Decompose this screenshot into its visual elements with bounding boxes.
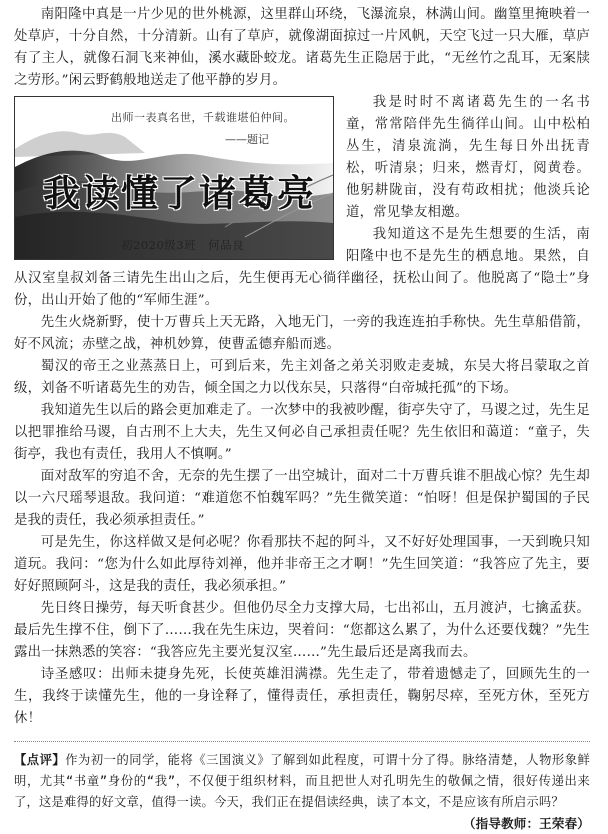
paragraph-3: 我知道这不是先生想要的生活，南阳隆中也不是先生的栖息地。果然，自从汉室皇叔刘备三请先生出山之后，先生便再无心徜徉幽径，抚松山间了。他脱离了“隐士”身份，出山开始了他的“军师生涯”。: [14, 227, 590, 308]
paragraph-10: 诗圣感叹：出师未捷身先死，长使英雄泪满襟。先生走了，带着遗憾走了，回顾先生的一生，我终于读懂先生，他的一身诠释了，懂得责任，承担责任，鞠躬尽瘁，至死方休，至死方休！: [14, 667, 590, 726]
paragraph-7: 面对敌军的穷追不舍，无奈的先生摆了一出空城计，面对二十万曹兵谁不胆战心惊？先生却以一六尺瑶琴退敌。我问道：“难道您不怕魏军吗？”先生微笑道：“怕呀！但是保护蜀国的子民是我的责任，我必须承担责任。”: [14, 469, 590, 528]
article-title: 我读懂了诸葛亮: [43, 172, 316, 215]
teacher-comment: [14, 750, 590, 831]
comment-text: 作为初一的同学，能将《三国演义》了解到如此程度，可谓十分了得。脉络清楚，人物形象鲜明，尤其“书童”身份的“我”，不仅便于组织材料，而且把世人对孔明先生的敬佩之情，很好传递出来了，这是难得的好文章，值得一读。今天，我们正在提倡读经典，读了本文，不是应该有所启示吗？: [14, 753, 590, 809]
paragraph-9: 先日终日操劳，每天听食甚少。但他仍尽全力支撑大局，七出祁山，五月渡泸，七擒孟获。最后先生撑不住，倒下了……我在先生床边，哭着问：“您都这么累了，为什么还要伐魏？”先生露出一抹熟悉的笑容：“我答应先主要光复汉室……”先生最后还是离我而去。: [14, 601, 590, 660]
paragraph-4: 先生火烧新野，使十万曹兵上天无路，入地无门，一旁的我连连拍手称快。先生草船借箭，好不风流；赤壁之战，神机妙算，使曹孟德弃船而逃。: [14, 315, 590, 352]
author-byline: 初2020级3班 何品良: [121, 238, 245, 252]
paragraph-6: 我知道先生以后的路会更加难走了。一次梦中的我被吵醒，街亭失守了，马谡之过，先生足以把罪推给马谡，自古刑不上大夫，先生又何必自己承担责任呢？先生依旧和蔼道：“童子，失街亭，我也有责任，我用人不慎啊。”: [14, 403, 590, 462]
paragraph-1: 南阳隆中真是一片少见的世外桃源，这里群山环绕，飞瀑流泉，林满山间。幽篁里掩映着一处草庐，十分自然，十分清新。山有了草庐，就像湖面掠过一片风帆，天空飞过一只大雁，草庐有了主人，就像石洞飞来神仙，溪水藏卧蛟龙。诸葛先生正隐居于此，“无丝竹之乱耳，无案牍之劳形。”闲云野鹤般地送走了他平静的岁月。: [14, 7, 590, 88]
epigraph-source: ——题记: [225, 133, 269, 146]
epigraph-quote: 出师一表真名世，千载谁堪伯仲间。: [111, 111, 295, 124]
divider: [14, 741, 590, 742]
paragraph-2: 我是时时不离诸葛先生的一名书童，常常陪伴先生徜徉山间。山中松柏丛生，清泉流淌，先生每日外出抚青松，听清泉；归来，燃青灯，阅黄卷。他躬耕陇亩，没有苟政相扰；他淡兵论道，常见挚友相邀。: [346, 95, 590, 220]
comment-label: 【点评】: [14, 753, 66, 767]
title-illustration: [14, 96, 336, 262]
title-box: [14, 96, 334, 260]
paragraph-8: 可是先生，你这样做又是何必呢？你看那扶不起的阿斗，又不好好处理国事，一天到晚只知道玩。我问：“您为什么如此厚待刘禅，他并非帝王之才啊！”先生回笑道：“我答应了先主，要好好照顾阿斗，这是我的责任，我必须承担。”: [14, 535, 590, 594]
paragraph-5: 蜀汉的帝王之业蒸蒸日上，可到后来，先主刘备之弟关羽败走麦城，东吴大将吕蒙取之首级，刘备不听诸葛先生的劝告，倾全国之力以伐东吴，只落得“白帝城托孤”的下场。: [14, 359, 590, 396]
article: [14, 4, 590, 834]
supervising-teacher: （指导教师：王荣春）: [462, 816, 590, 831]
